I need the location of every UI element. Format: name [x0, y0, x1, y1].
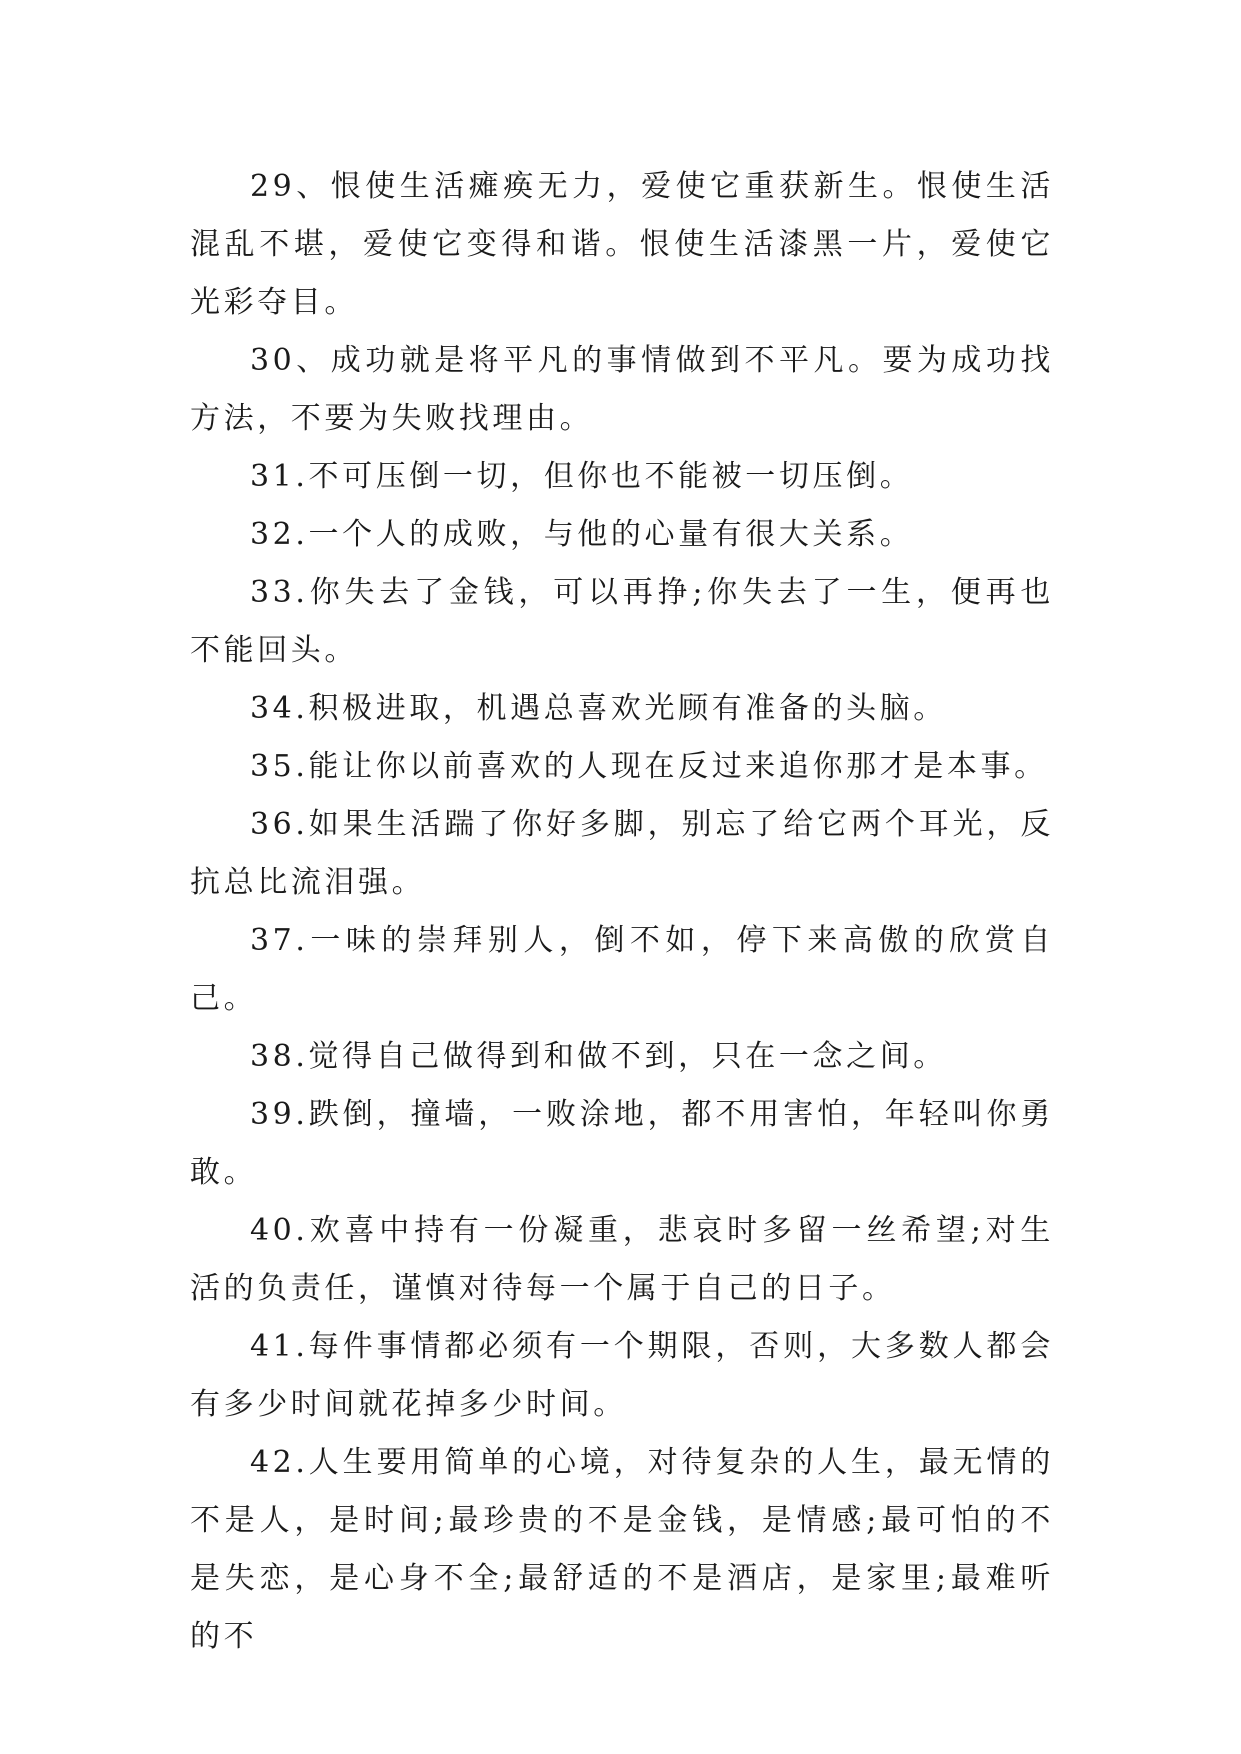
quote-paragraph-36: 36.如果生活踹了你好多脚，别忘了给它两个耳光，反抗总比流泪强。: [190, 807, 1054, 900]
quote-paragraph-37: 37.一味的崇拜别人，倒不如，停下来高傲的欣赏自己。: [190, 923, 1054, 1016]
quote-paragraph-31: 31.不可压倒一切，但你也不能被一切压倒。: [250, 459, 914, 494]
quote-paragraph-40: 40.欢喜中持有一份凝重，悲哀时多留一丝希望;对生活的负责任，谨慎对待每一个属于自己的日子。: [190, 1213, 1054, 1306]
quote-paragraph-42: 42.人生要用简单的心境，对待复杂的人生，最无情的不是人，是时间;最珍贵的不是金钱，是情感;最可怕的不是失恋，是心身不全;最舒适的不是酒店，是家里;最难听的不: [190, 1445, 1054, 1654]
quote-paragraph-38: 38.觉得自己做得到和做不到，只在一念之间。: [250, 1039, 947, 1074]
quote-paragraph-32: 32.一个人的成败，与他的心量有很大关系。: [250, 517, 914, 552]
quote-paragraph-41: 41.每件事情都必须有一个期限，否则，大多数人都会有多少时间就花掉多少时间。: [190, 1329, 1054, 1422]
document-page: [190, 158, 1054, 1666]
quote-paragraph-33: 33.你失去了金钱，可以再挣;你失去了一生，便再也不能回头。: [190, 575, 1054, 668]
quote-paragraph-30: 30、成功就是将平凡的事情做到不平凡。要为成功找方法，不要为失败找理由。: [190, 343, 1054, 436]
quote-paragraph-34: 34.积极进取，机遇总喜欢光顾有准备的头脑。: [250, 691, 947, 726]
quote-paragraph-29: 29、恨使生活瘫痪无力，爱使它重获新生。恨使生活混乱不堪，爱使它变得和谐。恨使生活漆黑一片，爱使它光彩夺目。: [190, 169, 1054, 320]
quote-paragraph-39: 39.跌倒，撞墙，一败涂地，都不用害怕，年轻叫你勇敢。: [190, 1097, 1054, 1190]
quote-paragraph-35: 35.能让你以前喜欢的人现在反过来追你那才是本事。: [250, 749, 1048, 784]
